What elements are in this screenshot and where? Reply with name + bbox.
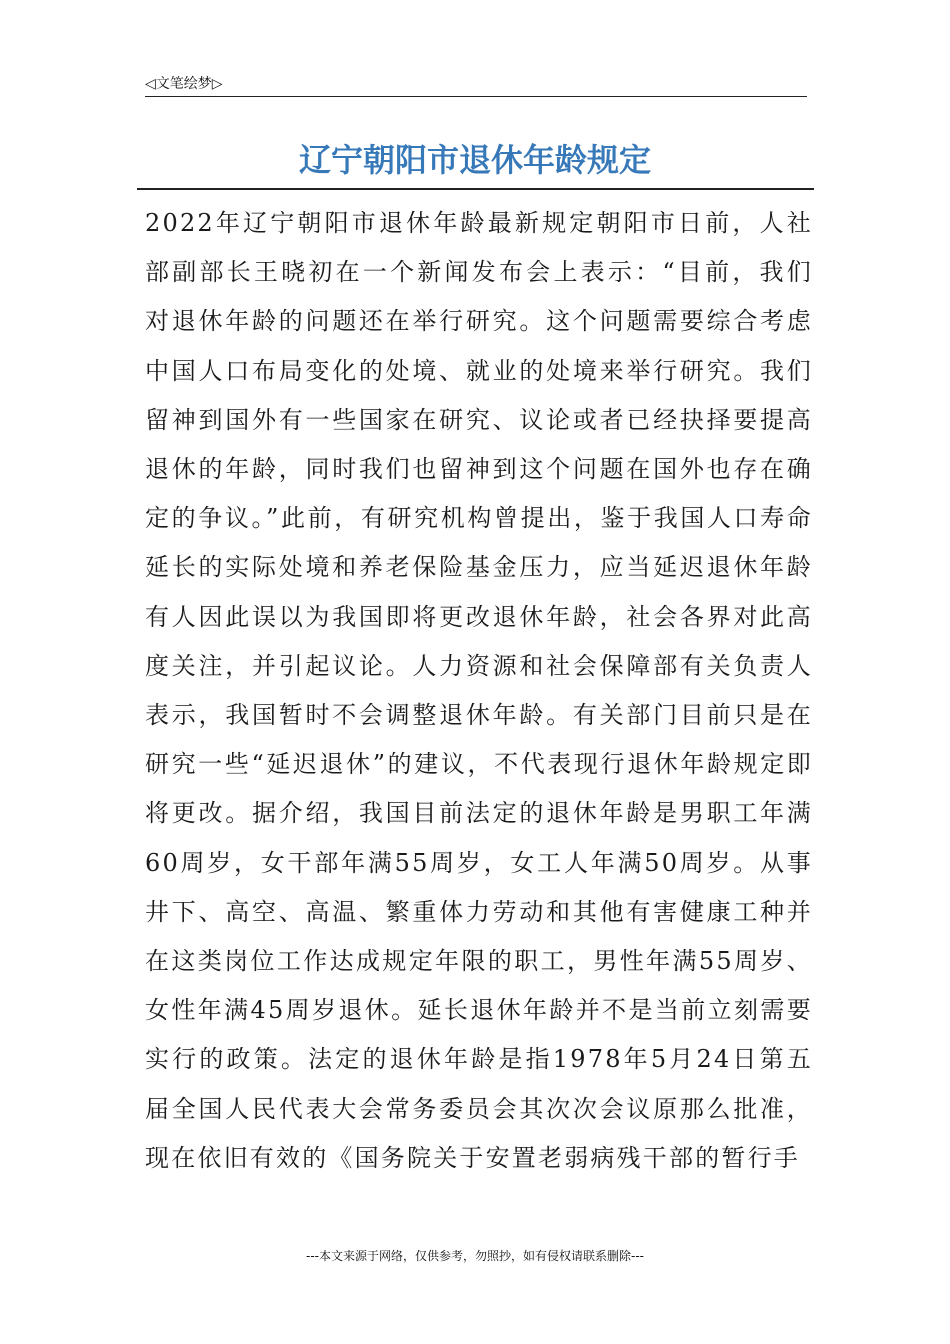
- page-footer: ---本文来源于网络，仅供参考，勿照抄，如有侵权请联系删除---: [306, 1249, 644, 1263]
- title-divider: [137, 188, 814, 190]
- body-paragraph: 2022年辽宁朝阳市退休年龄最新规定朝阳市日前，人社部副部长王晓初在一个新闻发布会上表示：“目前，我们对退休年龄的问题还在举行研究。这个问题需要综合考虑中国人口布局变化的处境、就业的处境来举行研究。我们留神到国外有一些国家在研究、议论或者已经抉择要提高退休的年龄，同时我们也留神到这个问题在国外也存在确定的争议。”此前，有研究机构曾提出，鉴于我国人口寿命延长的实际处境和养老保险基金压力，应当延迟退休年龄有人因此误以为我国即将更改退休年龄，社会各界对此高度关注，并引起议论。人力资源和社会保障部有关负责人表示，我国暂时不会调整退休年龄。有关部门目前只是在研究一些“延迟退休”的建议，不代表现行退休年龄规定即将更改。据介绍，我国目前法定的退休年龄是男职工年满60周岁，女干部年满55周岁，女工人年满50周岁。从事井下、高空、高温、繁重体力劳动和其他有害健康工种并在这类岗位工作达成规定年限的职工，男性年满55周岁、女性年满45周岁退休。延长退休年龄并不是当前立刻需要实行的政策。法定的退休年龄是指1978年5月24日第五届全国人民代表大会常务委员会其次次会议原那么批准，现在依旧有效的《国务院关于安置老弱病残干部的暂行手: [145, 209, 813, 1172]
- document-title: 辽宁朝阳市退休年龄规定: [298, 141, 651, 179]
- header-brand: ◁文笔绘梦▷: [145, 76, 223, 92]
- page-header: [145, 74, 807, 97]
